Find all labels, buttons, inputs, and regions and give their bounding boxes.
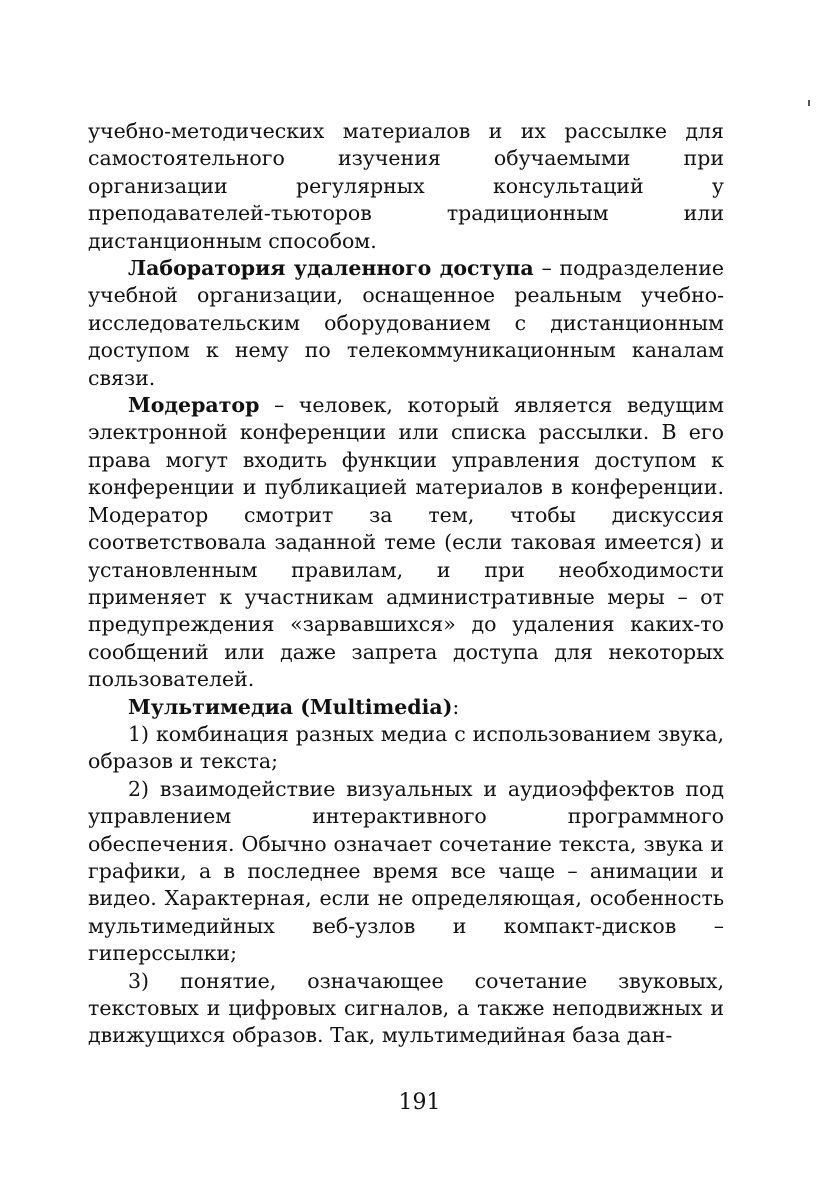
list-item-text: 3) понятие, означающее сочетание звуковых, текстовых и цифровых сигналов, а также неподвижных и движущихся образов. Так, мультимедийная база дан- bbox=[88, 968, 724, 1048]
list-item-1 bbox=[88, 721, 724, 776]
list-item-text: 1) комбинация разных медиа с использованием звука, образов и текста; bbox=[88, 721, 724, 774]
paragraph-text: учебно-методических материалов и их рассылке для самостоятельного изучения обучаемыми при организации регулярных консультаций у преподавателей-тьюторов традиционным или дистанционным способом. bbox=[88, 119, 724, 253]
paragraph-continuation bbox=[88, 118, 724, 255]
list-item-2 bbox=[88, 776, 724, 968]
list-item-text: 2) взаимодействие визуальных и аудиоэффектов под управлением интерактивного программного обеспечения. Обычно означает сочетание текста, звука и графики, а в последнее время все чаще – анимации и видео. Характерная, если не определяющая, особенность мультимедийных веб-узлов и компакт-дисков – гиперссылки; bbox=[88, 776, 724, 966]
scan-speck bbox=[808, 100, 810, 106]
paragraph-remote-lab bbox=[88, 255, 724, 392]
term-moderator: Модератор bbox=[128, 393, 260, 418]
definition-multimedia-colon: : bbox=[452, 694, 460, 719]
term-remote-lab: Лаборатория удаленного доступа bbox=[128, 256, 534, 281]
paragraph-multimedia bbox=[88, 694, 724, 721]
list-item-3 bbox=[88, 968, 724, 1050]
page-number: 191 bbox=[398, 1090, 441, 1115]
term-multimedia: Мультимедиа (Multimedia) bbox=[128, 694, 453, 719]
paragraph-moderator bbox=[88, 392, 724, 693]
definition-remote-lab: – подразделение учебной организации, оснащенное реальным учебно-исследовательским оборудованием с дистанционным доступом к нему по телекоммуникационным каналам связи. bbox=[88, 256, 724, 390]
definition-moderator: – человек, который является ведущим электронной конференции или списка рассылки. В его права могут входить функции управления доступом к конференции и публикацией материалов в конференции. Модератор смотрит за тем, чтобы дискуссия соответствовала заданной теме (если таковая имеется) и установленным правилам, и при необходимости применяет к участникам административные меры – от предупреждения «зарвавшихся» до удаления каких-то сообщений или даже запрета доступа для некоторых пользователей. bbox=[88, 393, 724, 692]
page-body bbox=[88, 118, 724, 1050]
